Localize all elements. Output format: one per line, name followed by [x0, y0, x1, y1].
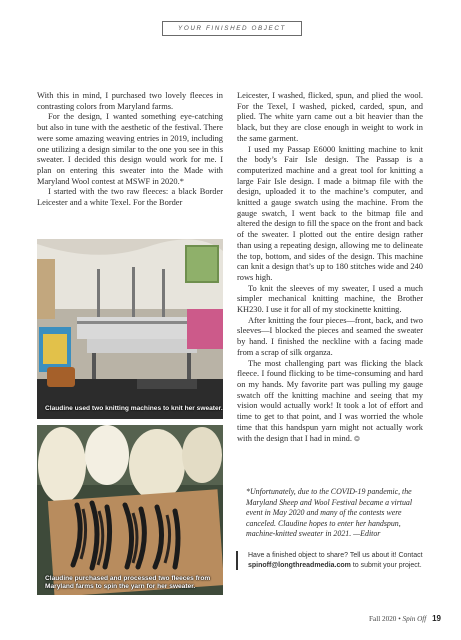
right-column — [237, 91, 423, 444]
photo-caption: Claudine purchased and processed two fleeces from Maryland farms to spin the yarn for her sweater. — [45, 574, 211, 590]
knitting-machines-photo — [37, 239, 223, 419]
issue-label: Fall 2020 — [369, 615, 397, 623]
fleece-image — [37, 425, 223, 595]
magazine-name: Spin Off — [402, 615, 427, 623]
page-folio — [369, 614, 441, 623]
paragraph: I started with the two raw fleeces: a black Border Leicester and a white Texel. For the Border — [37, 187, 223, 208]
paragraph: Leicester, I washed, flicked, spun, and plied the wool. For the Texel, I washed, picked, carded, spun, and plied. The white yarn came out a bit heavier than the black, but they are close enough in weight to work in the same garment. — [237, 91, 423, 143]
contact-email-link[interactable]: spinoff@longthreadmedia.com — [248, 561, 351, 569]
share-text: Have a finished object to share? Tell us about it! Contact — [248, 552, 423, 559]
section-header: YOUR FINISHED OBJECT — [162, 21, 302, 36]
folio-separator: • — [398, 615, 401, 623]
end-mark-icon: ❂ — [354, 434, 360, 443]
editor-footnote: *Unfortunately, due to the COVID-19 pandemic, the Maryland Sheep and Wool Festival became a virtual event in May 2020 and many of the contests were canceled. Claudine hopes to enter her handspun, machine-knitted sweater in 2021. —Editor — [246, 487, 413, 539]
paragraph: After knitting the four pieces—front, back, and two sleeves—I blocked the pieces and seamed the sweater by hand. I finished the neckline with a facing made from a scrap of silk organza. — [237, 315, 423, 357]
paragraph-text: The most challenging part was flicking the black fleece. I found flicking to be time-consuming and hard on my hands. My favorite part was pulling my gauge swatch off the knitting machine and seeing that my vision would actually work! It took a lot of effort and time to get to that point, and I was worried the whole time that this handspun yarn might not actually work with the design that I had in mind. — [237, 358, 423, 443]
paragraph: To knit the sleeves of my sweater, I used a much simpler mechanical knitting machine, the Brother KH230. I use it for all of my stockinette knitting. — [237, 283, 423, 315]
share-callout — [236, 551, 438, 570]
page-number: 19 — [432, 614, 441, 623]
fleece-photo — [37, 425, 223, 595]
left-column — [37, 91, 223, 209]
knitting-machines-image — [37, 239, 223, 419]
paragraph: With this in mind, I purchased two lovely fleeces in contrasting colors from Maryland farms. — [37, 91, 223, 111]
paragraph — [237, 359, 423, 445]
paragraph: I used my Passap E6000 knitting machine to knit the body’s Fair Isle design. The Passap is a computerized machine and a great tool for knitting a large Fair Isle design. I made a bitmap file with the design, uploaded it to the machine’s computer, and knitted a gauge swatch using the machine. From the gauge swatch, I went back to the bitmap file and altered the design to fill the space on the front and back of the sweater. I plotted out the entire design rather than using a repeating design, allowing me to delineate the top, bottom, and sides of the design. This machine can knit a design that’s up to 180 stitches wide and 240 rows high. — [237, 144, 423, 282]
paragraph: For the design, I wanted something eye-catching but also in tune with the aesthetic of the festival. There were some amazing weaving entries in 2019, including one utilizing a design similar to the one you see in this sweater. I decided this design would work for me. I plan on entering this sweater into the Made with Maryland Wool contest at MSWF in 2020.* — [37, 112, 223, 186]
photo-caption: Claudine used two knitting machines to knit her sweater. — [45, 404, 223, 412]
share-suffix: to submit your project. — [350, 561, 422, 569]
